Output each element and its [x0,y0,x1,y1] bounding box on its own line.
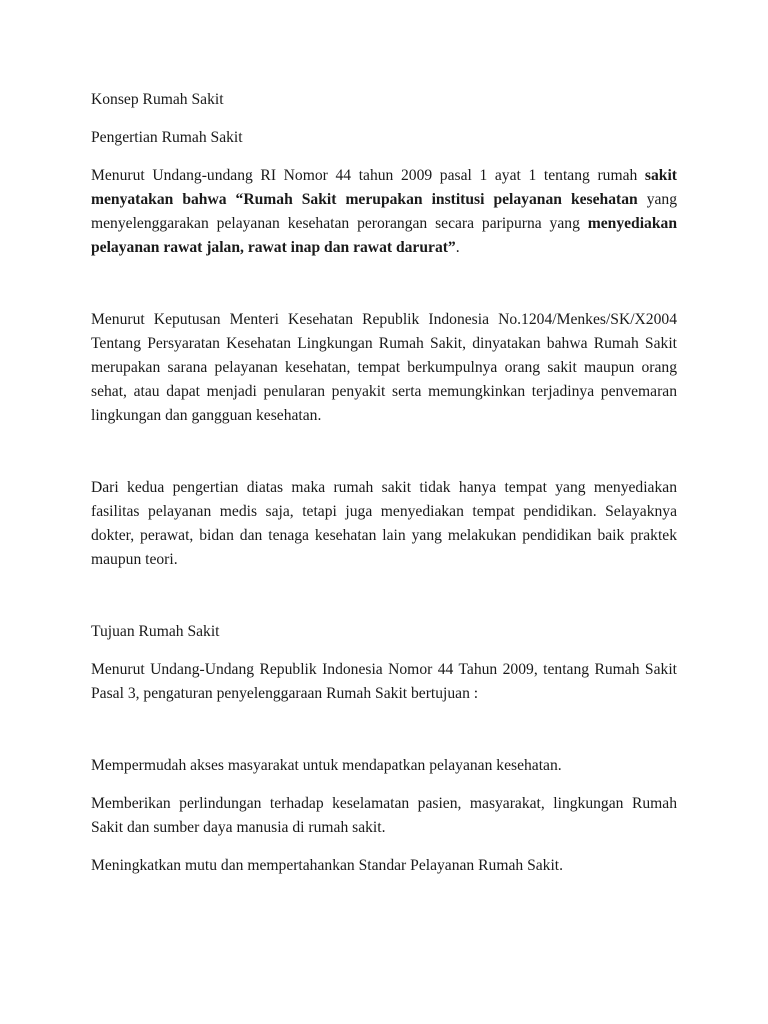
document-page [91,88,677,892]
section-heading-tujuan: Tujuan Rumah Sakit [91,623,220,640]
paragraph-text: yang menyelenggarakan pelayanan kesehatan perorangan secara paripurna yang [91,191,678,232]
list-item: Meningkatkan mutu dan mempertahankan Standar Pelayanan Rumah Sakit. [91,857,564,874]
document-title: Konsep Rumah Sakit [91,91,224,108]
section-heading-pengertian: Pengertian Rumah Sakit [91,129,243,146]
paragraph-text: . [455,239,460,256]
paragraph-bold-text: menyediakan pelayanan rawat jalan, rawat inap dan rawat darurat” [91,215,677,256]
paragraph-bold-text: sakit menyatakan bahwa “Rumah Sakit merupakan institusi pelayanan kesehatan [91,167,677,208]
list-item: Mempermudah akses masyarakat untuk mendapatkan pelayanan kesehatan. [91,757,562,774]
paragraph-definition-kepmenkes: Menurut Keputusan Menteri Kesehatan Republik Indonesia No.1204/Menkes/SK/X2004 Tentang Persyaratan Kesehatan Lingkungan Rumah Sakit, dinyatakan bahwa Rumah Sakit merupakan sarana pelayanan kesehatan, tempat berkumpulnya orang sakit maupun orang sehat, atau dapat menjadi penularan penyakit serta memungkinkan terjadinya penvemaran lingkungan dan gangguan kesehatan. [91,311,677,424]
paragraph-tujuan-intro: Menurut Undang-Undang Republik Indonesia Nomor 44 Tahun 2009, tentang Rumah Sakit Pasal 3, pengaturan penyelenggaraan Rumah Sakit bertujuan : [91,661,677,702]
list-item: Memberikan perlindungan terhadap keselamatan pasien, masyarakat, lingkungan Rumah Sakit dan sumber daya manusia di rumah sakit. [91,795,677,836]
paragraph-conclusion: Dari kedua pengertian diatas maka rumah sakit tidak hanya tempat yang menyediakan fasilitas pelayanan medis saja, tetapi juga menyediakan tempat pendidikan. Selayaknya dokter, perawat, bidan dan tenaga kesehatan lain yang melakukan pendidikan baik praktek maupun teori. [91,479,677,568]
paragraph-definition-uu [91,164,677,260]
paragraph-text: Menurut Undang-undang RI Nomor 44 tahun 2009 pasal 1 ayat 1 tentang rumah [91,167,645,184]
